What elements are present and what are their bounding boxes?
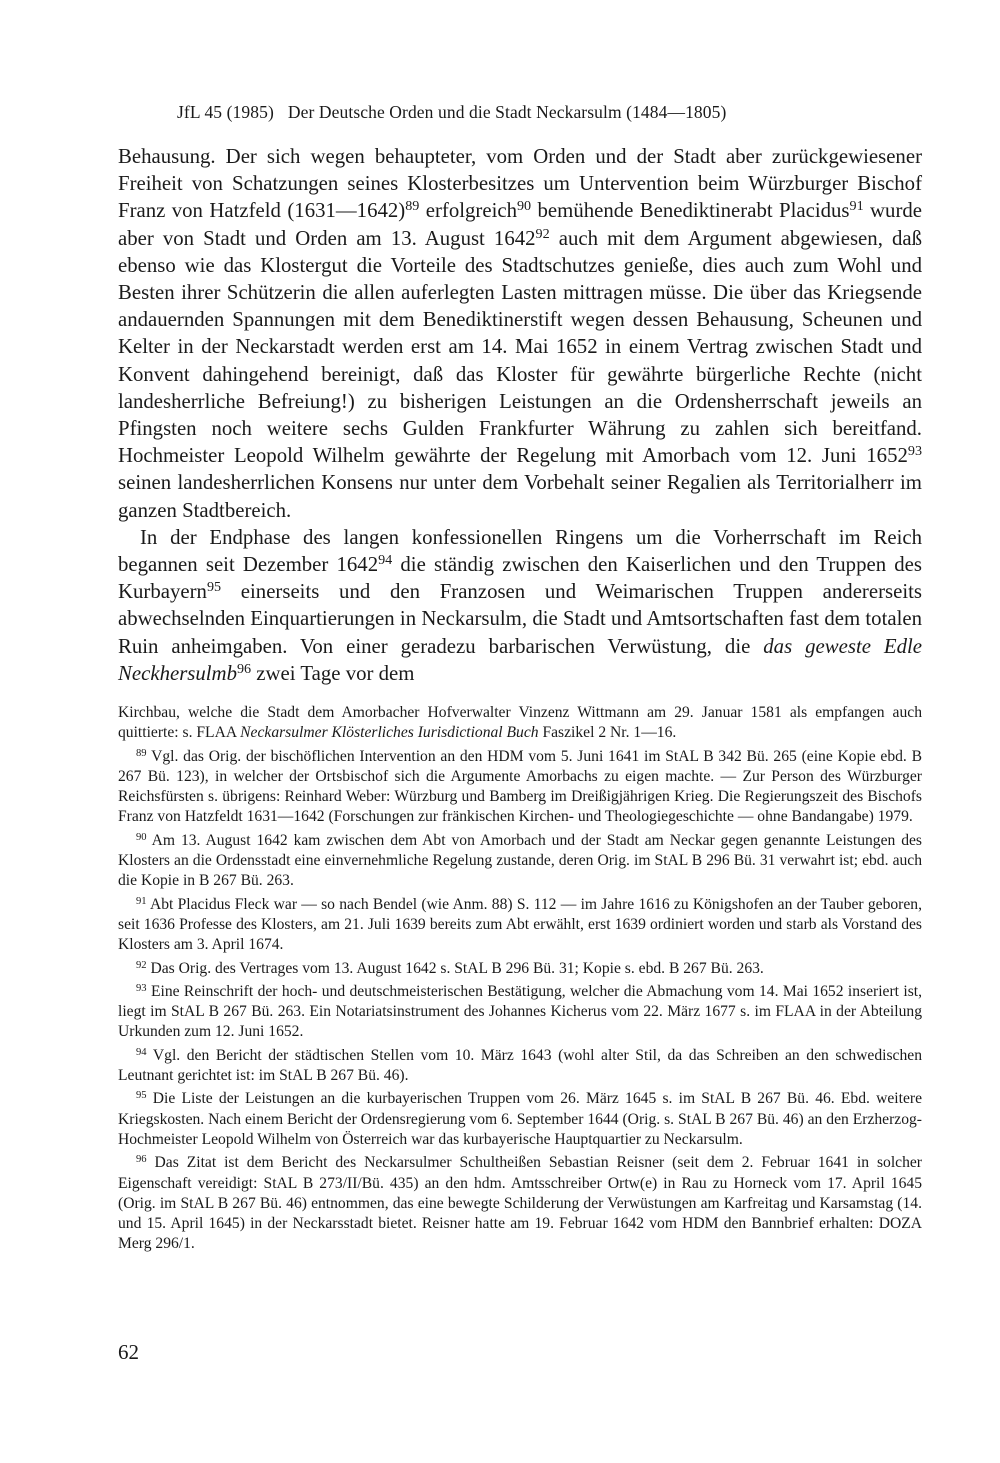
footnote-95 — [118, 1089, 922, 1150]
running-header — [177, 102, 726, 123]
footnote-92 — [118, 959, 922, 979]
text-run: einerseits und den Franzosen und Weimarischen Truppen andererseits abwechselnden Einquartierungen in Neckarsulm, die Stadt und Amtsortschaften fast dem totalen Ruin anheimgaben. Von einer geradezu barbarischen Verwüstung, die — [118, 580, 922, 658]
footnote-text: Vgl. das Orig. der bischöflichen Intervention an den HDM vom 5. Juni 1641 im StAL B 342 Bü. 265 (eine Kopie ebd. B 267 Bü. 123), in welcher der Ortsbischof sich die Argumente Amorbachs zu eigen machte. — Zur Person des Würzburger Reichsfürsten s. übrigens: Reinhard Weber: Würzburg und Bamberg im Dreißigjährigen Krieg. Die Regierungszeit des Bischofs Franz von Hatzfeldt 1631—1642 (Forschungen zur fränkischen Kirchen- und Theologiegeschichte — ohne Bandangabe) 1979. — [118, 747, 922, 826]
running-title: Der Deutsche Orden und die Stadt Neckarsulm (1484—1805) — [287, 102, 727, 122]
footnote-continuation — [118, 703, 922, 744]
footnote-ref-95[interactable]: 95 — [206, 579, 222, 596]
quoted-phrase: das geweste Edle Neckhersulmb — [118, 634, 923, 685]
footnote-number: 96 — [136, 1154, 147, 1166]
text-run: Behausung. Der sich wegen behaupteter, vom Orden und der Stadt aber zurückgewiesener Freiheit von Schatzungen seines Klosterbesitzes um Untervention beim Würzburger Bischof Franz von Hatzfeld (1631—1642) — [118, 145, 922, 223]
footnote-ref-92[interactable]: 92 — [535, 225, 550, 242]
footnote-text: Das Zitat ist dem Bericht des Neckarsulmer Schultheißen Sebastian Reisner (seit dem 2. Februar 1641 in solcher Eigenschaft vereidigt: StAL B 273/II/Bü. 435) an den hdm. Amtsschreiber Ortw(e) in Rau zu Horneck vom 17. April 1645 (Orig. im StAL B 267 Bü. 46) entnommen, das eine bewegte Schilderung der Verwüstungen am Karfreitag und Karsamstag (14. und 15. April 1645) in der Neckarsstadt bietet. Reisner hatte am 19. Februar 1642 vom HDM den Bannbrief erhalten: DOZA Merg 296/1. — [118, 1154, 922, 1253]
footnote-text: Am 13. August 1642 kam zwischen dem Abt von Amorbach und der Stadt am Neckar gegen genannte Leistungen des Klosters an die Ordensstadt eine einvernehmliche Regelung zustande, deren Orig. im StAL B 296 Bü. 31 verwahrt ist; ebd. auch die Kopie in B 267 Bü. 263. — [118, 831, 922, 890]
footnote-ref-89[interactable]: 89 — [405, 198, 420, 215]
footnote-text: Vgl. den Bericht der städtischen Stellen vom 10. März 1643 (wohl alter Stil, da das Schreiben an den schwedischen Leutnant gerichtet ist: im StAL B 267 Bü. 46). — [118, 1046, 922, 1085]
text-run: wurde aber von Stadt und Orden am 13. August 1642 — [118, 199, 923, 250]
footnote-text: Die Liste der Leistungen an die kurbayerischen Truppen vom 26. März 1645 s. im StAL B 267 Bü. 46. Ebd. weitere Kriegskosten. Nach einem Bericht der Ordensregierung vom 6. September 1644 (Orig. s. StAL B 267 Bü. 46) an den Erzherzog-Hochmeister Leopold Wilhelm von Österreich war das kurbayerische Hauptquartier zu Neckarsulm. — [118, 1090, 922, 1148]
text-run: seinen landesherrlichen Konsens nur unter dem Vorbehalt seiner Regalien als Territorialherr im ganzen Stadtbereich. — [118, 471, 922, 522]
footnote-number: 95 — [136, 1090, 147, 1102]
footnote-ref-93[interactable]: 93 — [907, 443, 922, 460]
footnote-ref-96[interactable]: 96 — [236, 661, 252, 678]
text-run: bemühende Benediktinerabt Placidus — [531, 199, 850, 223]
footnote-90 — [118, 831, 922, 892]
footnote-text: Eine Reinschrift der hoch- und deutschmeisterischen Bestätigung, welcher die Abmachung vom 14. Mai 1652 inseriert ist, liegt im StAL B 267 Bü. 263. Ein Notariatsinstrument des Johannes Kicherus vom 22. März 1677 s. im FLAA in der Abteilung Urkunden zum 12. Juni 1652. — [118, 982, 922, 1041]
paragraph-1 — [118, 143, 922, 524]
text-run: Kirchbau, welche die Stadt dem Amorbacher Hofverwalter Vinzenz Wittmann am 29. Januar 1581 als empfangen auch quittierte: s. FLAA — [118, 704, 922, 742]
footnote-number: 89 — [136, 747, 147, 759]
paragraph-2 — [118, 524, 922, 687]
journal-reference: JfL 45 (1985) — [177, 102, 274, 122]
footnote-ref-91[interactable]: 91 — [849, 198, 864, 215]
footnote-94 — [118, 1046, 922, 1087]
footnote-text: Das Orig. des Vertrages vom 13. August 1642 s. StAL B 296 Bü. 31; Kopie s. ebd. B 267 Bü. 263. — [146, 959, 764, 977]
footnote-text: Abt Placidus Fleck war — so nach Bendel (wie Anm. 88) S. 112 — im Jahre 1616 zu Königshofen an der Tauber geboren, seit 1636 Professe des Klosters, am 21. Juli 1639 bereits zum Abt erwählt, erst 1639 ordiniert worden und starb als Vorstand des Klosters am 3. April 1674. — [118, 895, 922, 954]
footnotes — [118, 703, 922, 1258]
text-run: zwei Tage vor dem — [251, 661, 415, 685]
footnote-number: 92 — [136, 959, 147, 971]
text-run: Faszikel 2 Nr. 1—16. — [538, 724, 677, 742]
source-title: Neckarsulmer Klösterliches Iurisdictional Buch — [240, 724, 539, 742]
footnote-number: 93 — [136, 982, 147, 994]
footnote-96 — [118, 1153, 922, 1254]
footnote-number: 90 — [136, 831, 147, 843]
main-text — [118, 143, 922, 687]
footnote-number: 91 — [136, 895, 147, 907]
footnote-93 — [118, 982, 922, 1043]
text-run: erfolgreich — [419, 199, 517, 223]
text-run: auch mit dem Argument abgewiesen, daß ebenso wie das Klostergut die Vorteile des Stadtschutzes genieße, dies auch zum Wohl und Besten ihrer Schützerin die allen auferlegten Lasten mittragen müsse. Die über das Kriegsende andauernden Spannungen mit dem Benediktinerstift wegen dessen Behausung, Scheunen und Kelter in der Neckarstadt werden erst am 14. Mai 1652 in einem Vertrag zwischen Stadt und Konvent dahingehend bereinigt, daß das Kloster für gewährte bürgerliche Rechte (nicht landesherrliche Befreiung!) zu bisherigen Leistungen an die Ordensherrschaft jeweils an Pfingsten noch weitere sechs Gulden Frankfurter Währung zu zahlen sich bereitfand. Hochmeister Leopold Wilhelm gewährte der Regelung mit Amorbach vom 12. Juni 1652 — [118, 226, 923, 468]
text-run: In der Endphase des langen konfessionellen Ringens um die Vorherrschaft im Reich begannen seit Dezember 1642 — [118, 525, 922, 577]
footnote-89 — [118, 747, 922, 828]
footnote-91 — [118, 895, 922, 956]
text-run: die ständig zwischen den Kaiserlichen und den Truppen des Kurbayern — [118, 553, 922, 604]
footnote-number: 94 — [136, 1046, 147, 1058]
footnote-ref-94[interactable]: 94 — [378, 552, 393, 569]
page-number: 62 — [118, 1340, 139, 1364]
footnote-ref-90[interactable]: 90 — [516, 198, 532, 215]
